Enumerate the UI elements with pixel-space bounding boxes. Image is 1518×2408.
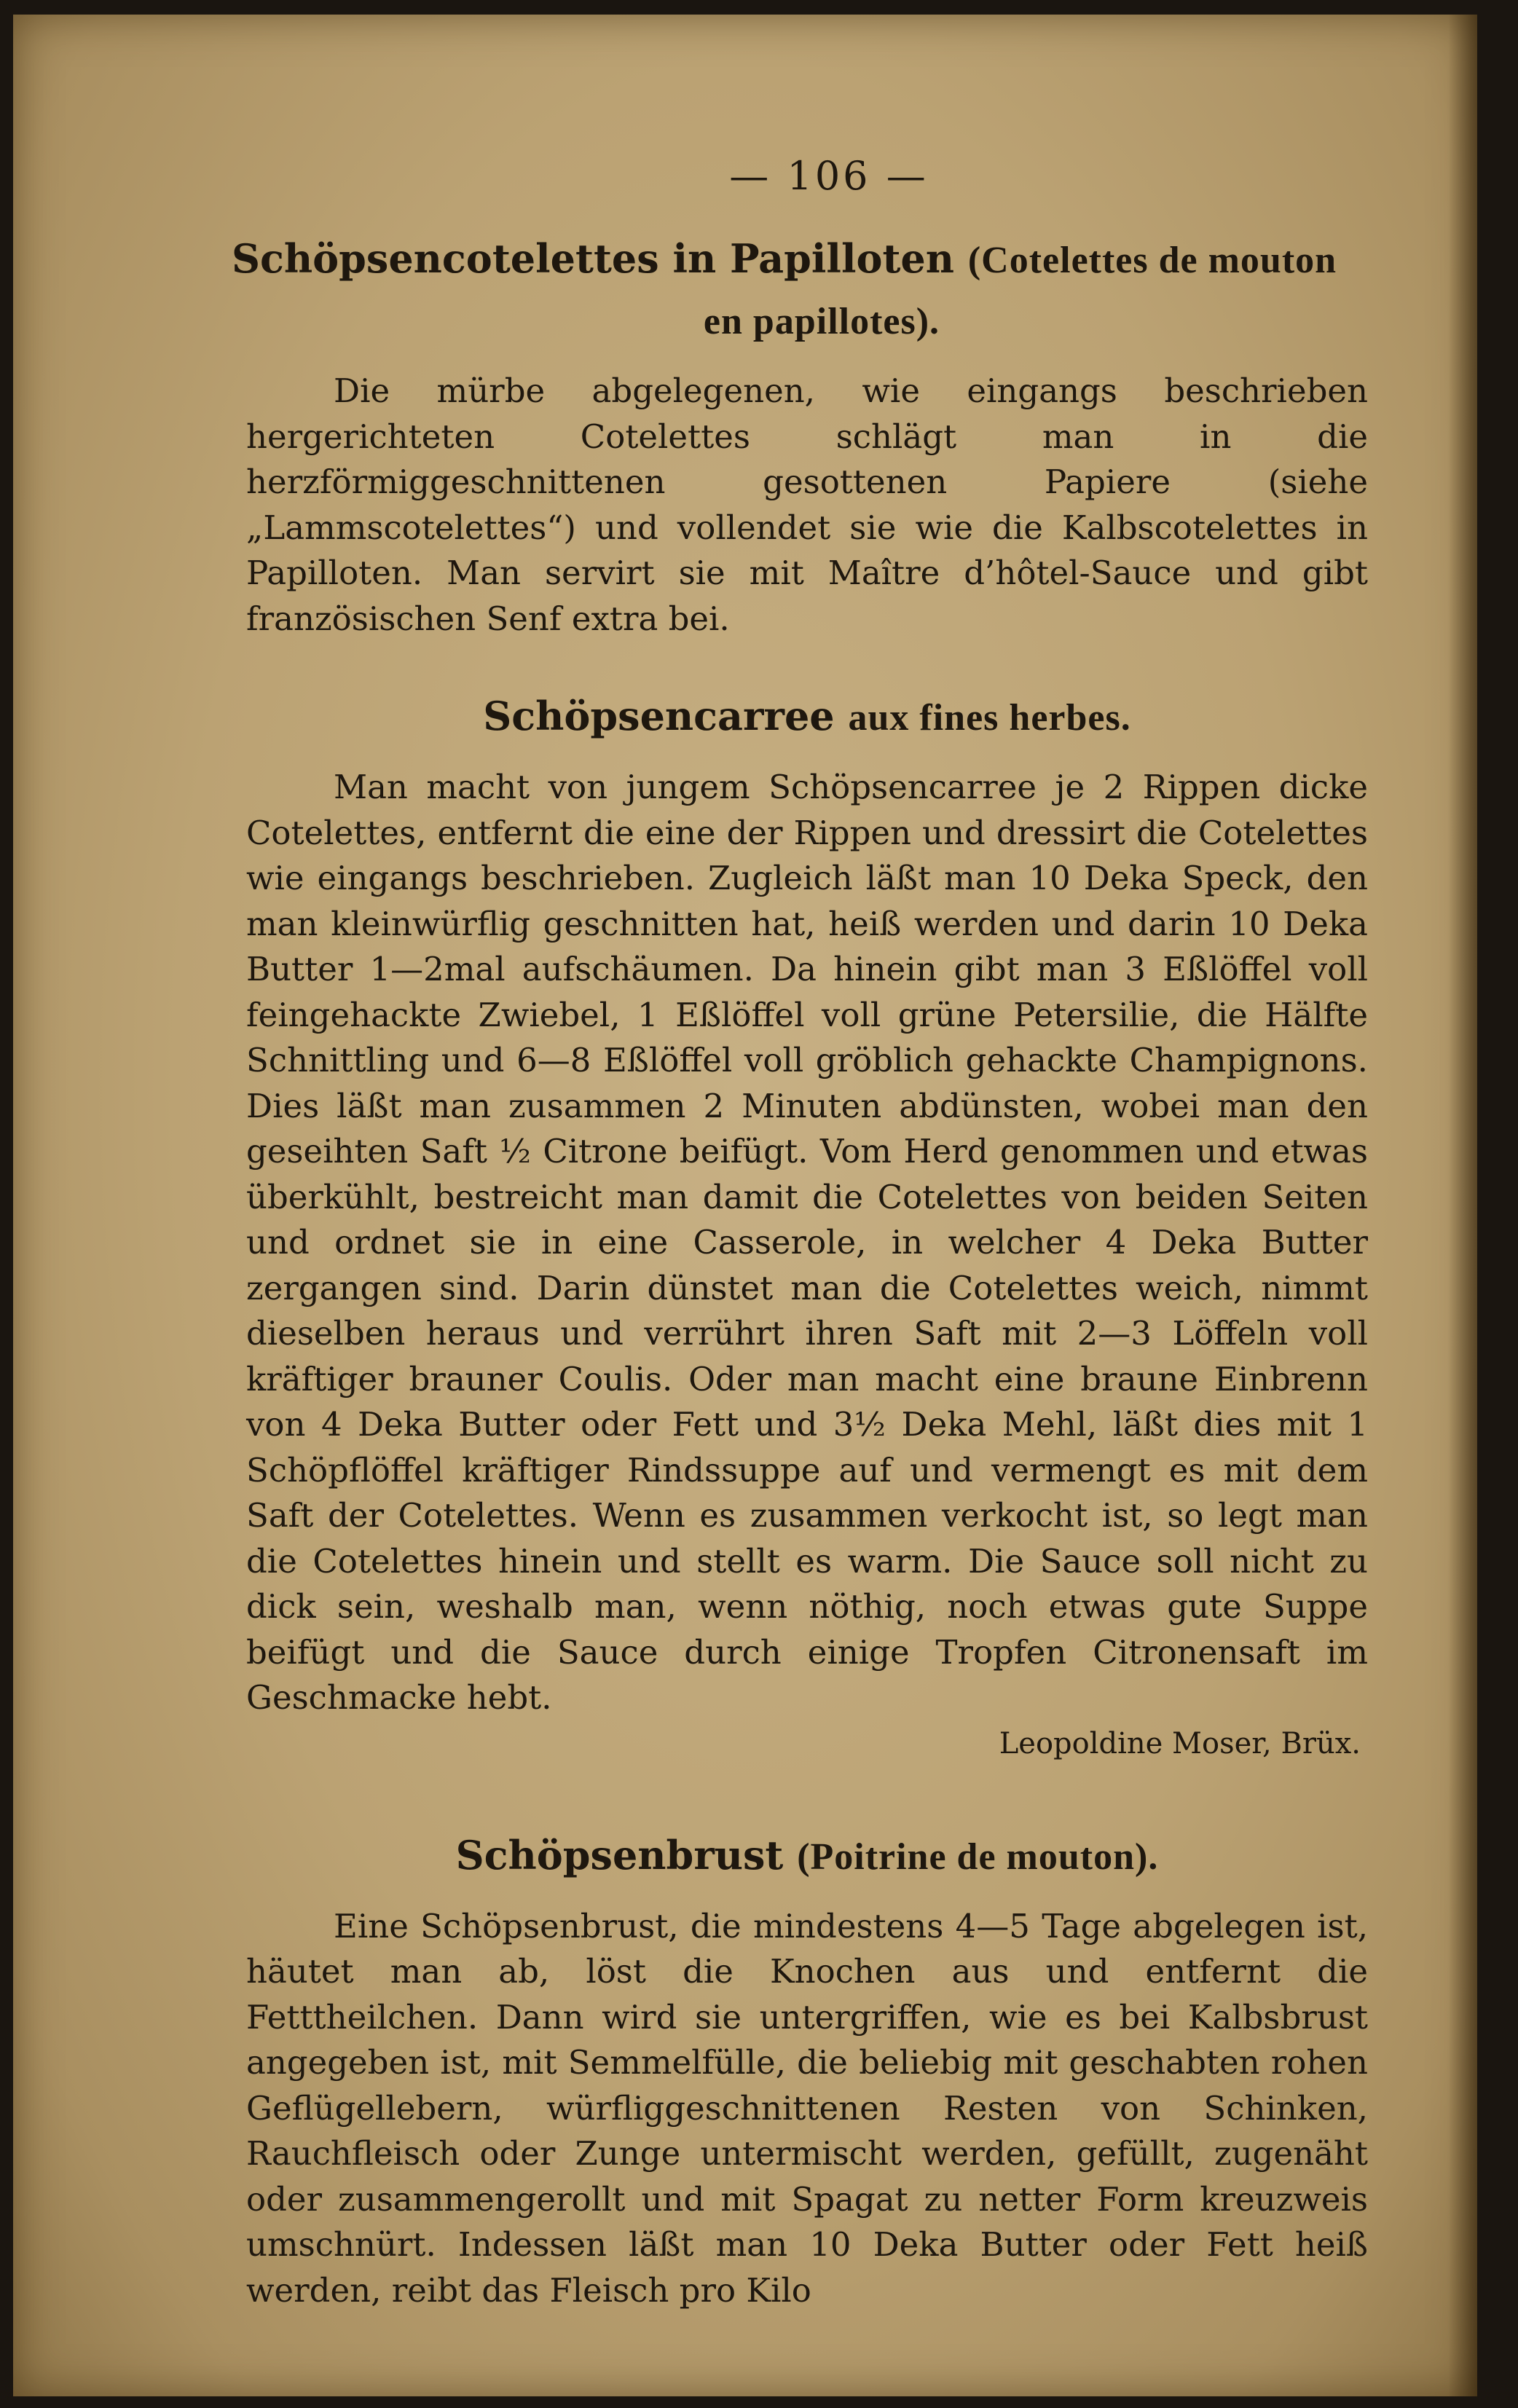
heading-french: (Poitrine de mouton).: [797, 1835, 1159, 1878]
heading-schoepsenbrust: [246, 1825, 1368, 1888]
heading-schoepsencarree: [246, 685, 1368, 749]
heading-french: aux fines herbes.: [848, 697, 1131, 739]
binding-shadow: [1448, 15, 1477, 2396]
heading-french-continued: en papillotes).: [703, 301, 940, 342]
recipe-body-cotelettes: Die mürbe abgelegenen, wie eingangs beschrieben hergerichteten Cotelettes schlägt man in die herzförmiggeschnittenen gesottenen Papiere (siehe „Lammscotelettes“) und vollendet sie wie die Kalbscotelettes in Papilloten. Man servirt sie mit Maître d’hôtel-Sauce und gibt französischen Senf extra bei.: [246, 371, 1368, 638]
heading-german: Schöpsencarree: [483, 693, 835, 739]
page-number: — 106 —: [729, 153, 929, 199]
page-content: [232, 153, 1368, 2313]
heading-schoepsencotelettes: [232, 228, 1368, 353]
heading-german: Schöpsenbrust: [455, 1831, 784, 1878]
recipe-body-brust: Eine Schöpsenbrust, die mindestens 4—5 Tage abgelegen ist, häutet man ab, löst die Knochen aus und entfernt die Fetttheilchen. Dann wird sie untergriffen, wie es bei Kalbsbrust angegeben ist, mit Semmelfülle, die beliebig mit geschabten rohen Geflügellebern, würfliggeschnittenen Resten von Schinken, Rauchfleisch oder Zunge untermischt werden, gefüllt, zugenäht oder zusammengerollt und mit Spagat zu netter Form kreuzweis umschnürt. Indessen läßt man 10 Deka Butter oder Fett heiß werden, reibt das Fleisch pro Kilo: [246, 1906, 1368, 2310]
book-page: [13, 15, 1477, 2396]
recipe-body-carree: Man macht von jungem Schöpsencarree je 2 Rippen dicke Cotelettes, entfernt die eine der Rippen und dressirt die Cotelettes wie eingangs beschrieben. Zugleich läßt man 10 Deka Speck, den man kleinwürflig geschnitten hat, heiß werden und darin 10 Deka Butter 1—2mal aufschäumen. Da hinein gibt man 3 Eßlöffel voll feingehackte Zwiebel, 1 Eßlöffel voll grüne Petersilie, die Hälfte Schnittling und 6—8 Eßlöffel voll gröblich gehackte Champignons. Dies läßt man zusammen 2 Minuten abdünsten, wobei man den geseihten Saft ½ Citrone beifügt. Vom Herd genommen und etwas überkühlt, bestreicht man damit die Cotelettes von beiden Seiten und ordnet sie in eine Casserole, in welcher 4 Deka Butter zergangen sind. Darin dünstet man die Cotelettes weich, nimmt dieselben heraus und verrührt ihren Saft mit 2—3 Löffeln voll kräftiger brauner Coulis. Oder man macht eine braune Einbrenn von 4 Deka Butter oder Fett und 3½ Deka Mehl, läßt dies mit 1 Schöpflöffel kräftiger Rindssuppe auf und vermengt es mit dem Saft der Cotelettes. Wenn es zusammen verkocht ist, so legt man die Cotelettes hinein und stellt es warm. Die Sauce soll nicht zu dick sein, weshalb man, wenn nöthig, noch etwas gute Suppe beifügt und die Sauce durch einige Tropfen Citronensaft im Geschmacke hebt.: [246, 768, 1368, 1717]
recipe-author-signature: Leopoldine Moser, Brüx.: [999, 1726, 1361, 1760]
heading-german: Schöpsencotelettes in Papilloten: [232, 235, 955, 282]
heading-french: (Cotelettes de mouton: [967, 240, 1337, 281]
section-gap: [246, 642, 1368, 685]
section-gap: [246, 1766, 1368, 1825]
